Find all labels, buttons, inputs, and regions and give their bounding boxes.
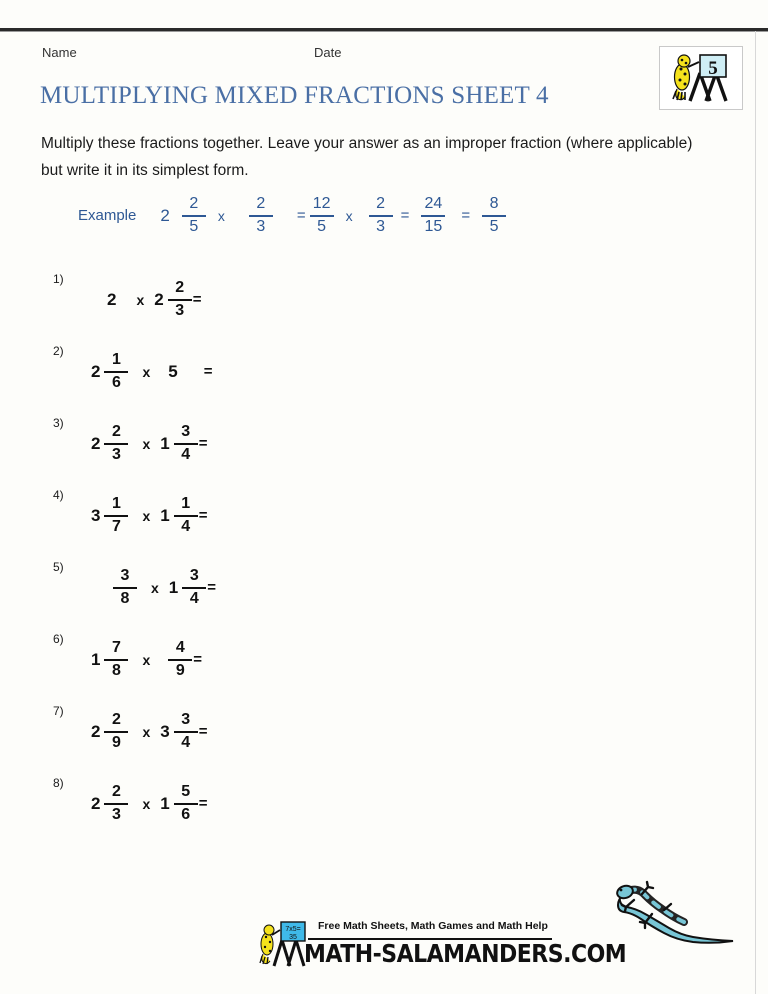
numerator: 7 (112, 639, 121, 656)
equals-sign: = (198, 723, 208, 741)
problem-row (41, 560, 461, 624)
problem-expression (91, 640, 202, 680)
denominator: 4 (189, 589, 199, 607)
fraction-bar (310, 215, 334, 217)
example-operator-2: x (345, 207, 353, 224)
numerator: 24 (424, 195, 443, 212)
fraction-bar (104, 515, 128, 517)
problem-row (41, 704, 461, 768)
numerator: 2 (112, 783, 121, 800)
left-whole-number: 3 (91, 506, 101, 526)
fraction (104, 712, 128, 752)
numerator: 2 (256, 195, 266, 212)
problem-number: 2) (53, 344, 64, 358)
denominator: 5 (189, 217, 199, 235)
problem-number: 5) (53, 560, 64, 574)
fraction-bar (104, 371, 128, 373)
left-whole-number: 2 (91, 362, 101, 382)
date-label: Date (314, 45, 342, 60)
fraction-bar (182, 215, 206, 217)
fraction (104, 352, 128, 392)
numerator: 2 (112, 423, 121, 440)
fraction (174, 784, 198, 824)
denominator: 9 (175, 661, 185, 679)
right-whole-number: 1 (160, 506, 170, 526)
equals-sign: = (192, 291, 202, 309)
denominator: 6 (181, 805, 191, 823)
denominator: 5 (317, 217, 327, 235)
multiply-operator: x (142, 435, 151, 452)
footer-board-bottom: 35 (289, 934, 297, 941)
grade-number: 5 (708, 58, 718, 79)
equals-sign: = (198, 795, 208, 813)
left-whole-number: 2 (91, 434, 101, 454)
multiply-operator: x (142, 507, 151, 524)
numerator: 3 (120, 567, 130, 584)
denominator: 5 (489, 217, 499, 235)
fraction (104, 640, 128, 680)
fraction-bar (168, 299, 192, 301)
fraction-bar (174, 731, 198, 733)
example-equals-3: = (461, 207, 471, 225)
numerator: 1 (181, 495, 191, 512)
multiply-operator: x (142, 651, 151, 668)
fraction-bar (421, 215, 445, 217)
fraction-bar (168, 659, 192, 661)
left-whole-number: 2 (91, 794, 101, 814)
denominator: 3 (112, 445, 121, 463)
right-whole-number: 1 (168, 578, 179, 598)
page-title: MULTIPLYING MIXED FRACTIONS SHEET 4 (40, 82, 549, 109)
denominator: 8 (120, 589, 130, 607)
name-label: Name (42, 45, 77, 60)
problem-row (41, 416, 461, 480)
example-c-fraction (310, 196, 334, 236)
numerator: 2 (189, 195, 199, 212)
problem-expression (91, 424, 208, 464)
numerator: 2 (112, 711, 121, 728)
denominator: 8 (112, 661, 121, 679)
problem-number: 6) (53, 632, 64, 646)
numerator: 12 (312, 195, 331, 212)
multiply-operator: x (142, 363, 151, 380)
problem-row (41, 488, 461, 552)
right-whole-number: 1 (160, 434, 170, 454)
fraction (104, 424, 128, 464)
problem-number: 8) (53, 776, 64, 790)
numerator: 3 (181, 711, 191, 728)
fraction-bar (482, 215, 506, 217)
problem-expression (91, 352, 213, 392)
problem-expression (91, 496, 208, 536)
problem-row (41, 272, 461, 336)
problem-expression (91, 568, 216, 608)
numerator: 2 (175, 279, 185, 296)
example-operator-1: x (217, 207, 225, 224)
header-divider (0, 28, 768, 32)
fraction-bar (249, 215, 273, 217)
instructions (41, 130, 701, 184)
denominator: 3 (256, 217, 266, 235)
numerator: 2 (376, 195, 386, 212)
example-a-whole: 2 (160, 206, 170, 226)
denominator: 6 (112, 373, 121, 391)
multiply-operator: x (136, 291, 145, 308)
fraction-bar (104, 731, 128, 733)
problem-number: 3) (53, 416, 64, 430)
footer-tagline: Free Math Sheets, Math Games and Math Help (318, 920, 548, 932)
example-a-fraction (182, 196, 206, 236)
equals-sign: = (198, 507, 208, 525)
fraction-bar (174, 803, 198, 805)
footer-board-top: 7x5= (285, 926, 301, 933)
numerator: 1 (112, 495, 121, 512)
blue-salamander-decoration-icon (612, 878, 742, 948)
problem-expression (91, 280, 202, 320)
numerator: 3 (189, 567, 199, 584)
equals-sign: = (198, 435, 208, 453)
denominator: 4 (181, 517, 191, 535)
footer-branding (252, 916, 627, 976)
multiply-operator: x (142, 723, 151, 740)
problem-number: 7) (53, 704, 64, 718)
problem-row (41, 344, 461, 408)
example-row (78, 196, 506, 236)
equals-sign: = (193, 651, 203, 669)
fraction-bar (182, 587, 206, 589)
right-whole-number: 2 (154, 290, 164, 310)
denominator: 15 (424, 217, 443, 235)
fraction-bar (113, 587, 137, 589)
multiply-operator: x (151, 579, 159, 596)
fraction-bar (174, 443, 198, 445)
numerator: 1 (112, 351, 121, 368)
fraction-bar (104, 659, 128, 661)
problem-number: 1) (53, 272, 64, 286)
footer-domain: MATH-SALAMANDERS.COM (304, 940, 627, 969)
example-f-fraction (482, 196, 506, 236)
problem-number: 4) (53, 488, 64, 502)
fraction-bar (369, 215, 393, 217)
fraction (174, 496, 198, 536)
example-b-fraction (249, 196, 273, 236)
left-whole-number: 2 (107, 290, 117, 310)
example-e-fraction (421, 196, 445, 236)
numerator: 4 (175, 639, 185, 656)
salamander-easel-icon (660, 47, 740, 107)
denominator: 3 (376, 217, 386, 235)
equals-sign: = (207, 579, 217, 597)
fraction (182, 568, 206, 608)
right-whole-number: 5 (168, 362, 178, 382)
right-margin-rule (755, 31, 756, 994)
right-whole-number: 1 (160, 794, 170, 814)
problem-expression (91, 784, 208, 824)
fraction (104, 784, 128, 824)
problem-row (41, 632, 461, 696)
problem-expression (91, 712, 208, 752)
denominator: 9 (112, 733, 121, 751)
left-whole-number: 2 (91, 722, 101, 742)
instructions-line-2: (where applicable) but write it in its simplest form. (41, 135, 693, 179)
fraction (168, 280, 192, 320)
fraction (113, 568, 137, 608)
left-whole-number: 1 (91, 650, 101, 670)
fraction (174, 424, 198, 464)
fraction (168, 640, 192, 680)
problem-row (41, 776, 461, 840)
example-d-fraction (369, 196, 393, 236)
fraction-bar (174, 515, 198, 517)
numerator: 3 (181, 423, 191, 440)
example-equals-1: = (296, 207, 306, 225)
denominator: 3 (112, 805, 121, 823)
grade-logo (659, 46, 743, 110)
fraction-bar (104, 443, 128, 445)
numerator: 8 (489, 195, 499, 212)
fraction (104, 496, 128, 536)
right-whole-number: 3 (160, 722, 170, 742)
numerator: 5 (181, 783, 191, 800)
instructions-line-1: Multiply these fractions together. Leave your answer as an improper fraction (41, 135, 562, 152)
denominator: 3 (175, 301, 185, 319)
example-equals-2: = (400, 207, 410, 225)
equals-sign: = (203, 363, 213, 381)
denominator: 4 (181, 445, 191, 463)
denominator: 7 (112, 517, 121, 535)
fraction (174, 712, 198, 752)
example-label: Example (78, 207, 137, 225)
denominator: 4 (181, 733, 191, 751)
multiply-operator: x (142, 795, 151, 812)
fraction-bar (104, 803, 128, 805)
